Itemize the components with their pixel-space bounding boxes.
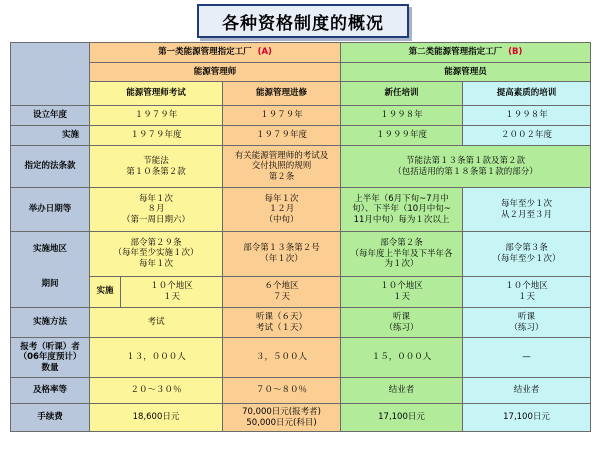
cell: ７０～８０％ <box>223 378 341 404</box>
row-label-law: 指定的法条款 <box>11 146 90 188</box>
cell: １９９８年 <box>341 106 463 126</box>
cell: １５，０００人 <box>341 338 463 378</box>
col-header-upgrade: 提高素质的培训 <box>463 82 591 106</box>
cell: 结业者 <box>341 378 463 404</box>
cell: １９７９年度 <box>223 126 341 146</box>
row-label-region: 实施地区 期间 <box>11 232 90 308</box>
cell: — <box>463 338 591 378</box>
cell: 节能法 第１０条第２款 <box>90 146 223 188</box>
cell: １９９８年 <box>463 106 591 126</box>
cell: 部令第１３条第２号 （年１次） ６个地区 ７天 <box>223 232 341 308</box>
cell: 18,600日元 <box>90 404 223 432</box>
cell: 每年１次 １２月 （中旬） <box>223 188 341 232</box>
page-title: 各种资格制度的概况 <box>197 4 409 38</box>
row-label-fee: 手续费 <box>11 404 90 432</box>
cell: 70,000日元(报考者) 50,000日元(科目) <box>223 404 341 432</box>
cell: 听课 （练习） <box>341 308 463 338</box>
cell: 节能法第１３条第１款及第２款 （包括适用的第１８条第１款的部分） <box>341 146 591 188</box>
cell: ２０～３０％ <box>90 378 223 404</box>
cell: 17,100日元 <box>341 404 463 432</box>
row-label-year: 设立年度 <box>11 106 90 126</box>
cell: 结业者 <box>463 378 591 404</box>
qualification-table <box>10 42 591 432</box>
cell: 每年１次 ８月 （第一周日期六） <box>90 188 223 232</box>
cell: 部令第２９条 （每年至少实施１次） 每年１次 <box>90 232 223 277</box>
cell: ２００２年度 <box>463 126 591 146</box>
cell: 部令第２条 （每年度上半年及下半年各 为１次） １０个地区 １天 <box>341 232 463 308</box>
col-header-new: 新任培训 <box>341 82 463 106</box>
cell: １９７９年 <box>223 106 341 126</box>
cell: 上半年（6月下旬~7月中 旬）、下半年（10月中旬~ 11月中旬）每为１次以上 <box>341 188 463 232</box>
sub-header-1: 能源管理师 <box>90 63 341 82</box>
type1-header: 第一类能源管理指定工厂 (A) <box>90 43 341 63</box>
cell: １３，０００人 <box>90 338 223 378</box>
cell: 部令第３条 （每年至少１次） １０个地区 １天 <box>463 232 591 308</box>
cell: １９７９年度 <box>90 126 223 146</box>
cell: 听课（６天） 考试（１天） <box>223 308 341 338</box>
row-label-period: 举办日期等 <box>11 188 90 232</box>
col-header-training: 能源管理进修 <box>223 82 341 106</box>
cell: 实施 １０个地区 １天 <box>90 276 223 307</box>
cell: 每年至少１次 从２月至３月 <box>463 188 591 232</box>
sub-header-2: 能源管理员 <box>341 63 591 82</box>
corner-cell <box>11 43 90 106</box>
row-label-pass: 及格率等 <box>11 378 90 404</box>
cell: 考试 <box>90 308 223 338</box>
cell: ３，５００人 <box>223 338 341 378</box>
cell: 17,100日元 <box>463 404 591 432</box>
type2-header: 第二类能源管理指定工厂 (B) <box>341 43 591 63</box>
cell: １９９９年度 <box>341 126 463 146</box>
row-label-impl: 实施 <box>11 126 90 146</box>
cell: 有关能源管理师的考试及 交付执照的规则 第２条 <box>223 146 341 188</box>
row-label-applicants: 报考（听课）者 （06年度预计） 数量 <box>11 338 90 378</box>
cell: 听课 （练习） <box>463 308 591 338</box>
col-header-exam: 能源管理师考试 <box>90 82 223 106</box>
cell: １９７９年 <box>90 106 223 126</box>
row-label-method: 实施方法 <box>11 308 90 338</box>
